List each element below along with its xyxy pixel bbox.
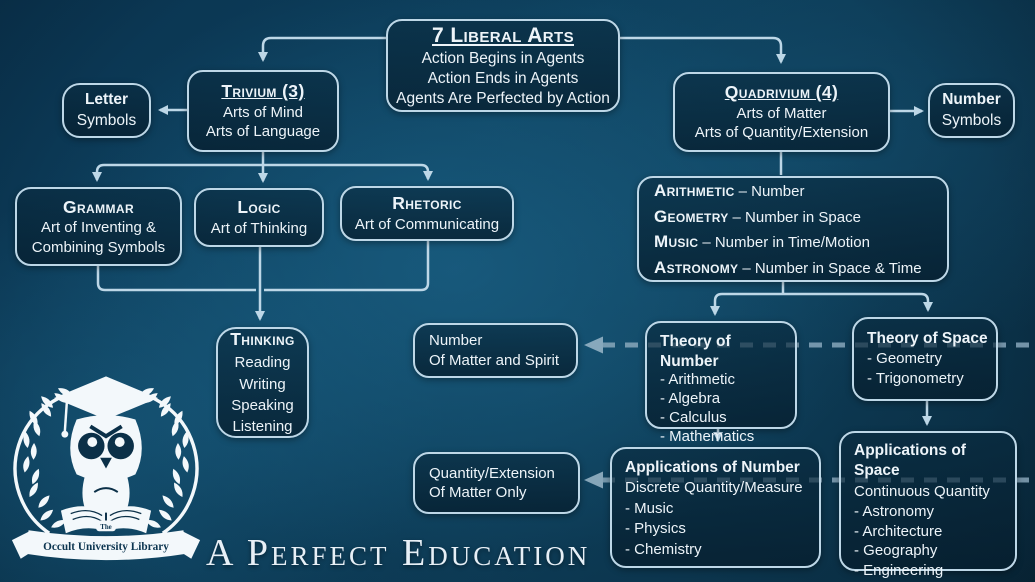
node-trivium: Trivium (3) Arts of Mind Arts of Language (187, 70, 339, 152)
node-title: Theory of Space (867, 330, 988, 347)
node-quadrivium-subjects (637, 176, 949, 282)
subject-row: Astronomy – Number in Space & Time (654, 257, 922, 277)
node-applications-of-space: Applications of Space Continuous Quantity - Astronomy - Architecture - Geography - Engineering (839, 431, 1017, 571)
node-grammar: Grammar Art of Inventing & Combining Symbols (15, 187, 182, 266)
node-number-symbols: Number Symbols (928, 83, 1015, 138)
node-title: Applications of Number (625, 459, 800, 476)
node-logic: Logic Art of Thinking (194, 188, 324, 247)
node-title: Applications of Space (854, 442, 966, 480)
node-quadrivium: Quadrivium (4) Arts of Matter Arts of Quantity/Extension (673, 72, 890, 152)
subject-row: Arithmetic – Number (654, 181, 805, 200)
node-title: Thinking (230, 329, 295, 350)
node-liberal-arts: 7 Liberal Arts Action Begins in Agents Action Ends in Agents Agents Are Perfected by Action (386, 19, 620, 112)
node-thinking: Thinking Reading Writing Speaking Listening (216, 327, 309, 438)
node-title: Quadrivium (4) (724, 82, 839, 103)
node-theory-of-space: Theory of Space - Geometry - Trigonometry (852, 317, 998, 401)
node-rhetoric: Rhetoric Art of Communicating (340, 186, 514, 241)
subject-row: Geometry – Number in Space (654, 206, 861, 226)
node-title: Logic (237, 197, 281, 218)
owl-icon (54, 376, 158, 519)
node-title: Rhetoric (392, 193, 462, 214)
node-number-matter-spirit: Number Of Matter and Spirit (413, 323, 578, 378)
caption-a-perfect-education: A Perfect Education (206, 532, 591, 574)
node-title: Trivium (3) (221, 81, 305, 102)
owl-library-logo-icon (8, 364, 204, 576)
node-title: Theory of Number (660, 333, 731, 370)
node-quantity-extension: Quantity/Extension Of Matter Only (413, 452, 580, 514)
logo-the-label: The (100, 523, 112, 531)
node-letter-symbols: Letter Symbols (62, 83, 151, 138)
node-theory-of-number: Theory of Number - Arithmetic - Algebra - Calculus - Mathematics (645, 321, 797, 429)
node-applications-of-number: Applications of Number Discrete Quantity/Measure - Music - Physics - Chemistry (610, 447, 821, 568)
node-title: 7 Liberal Arts (432, 23, 574, 47)
subject-row: Music – Number in Time/Motion (654, 232, 870, 251)
node-title: Grammar (62, 196, 135, 217)
logo-name-label: Occult University Library (43, 540, 169, 553)
